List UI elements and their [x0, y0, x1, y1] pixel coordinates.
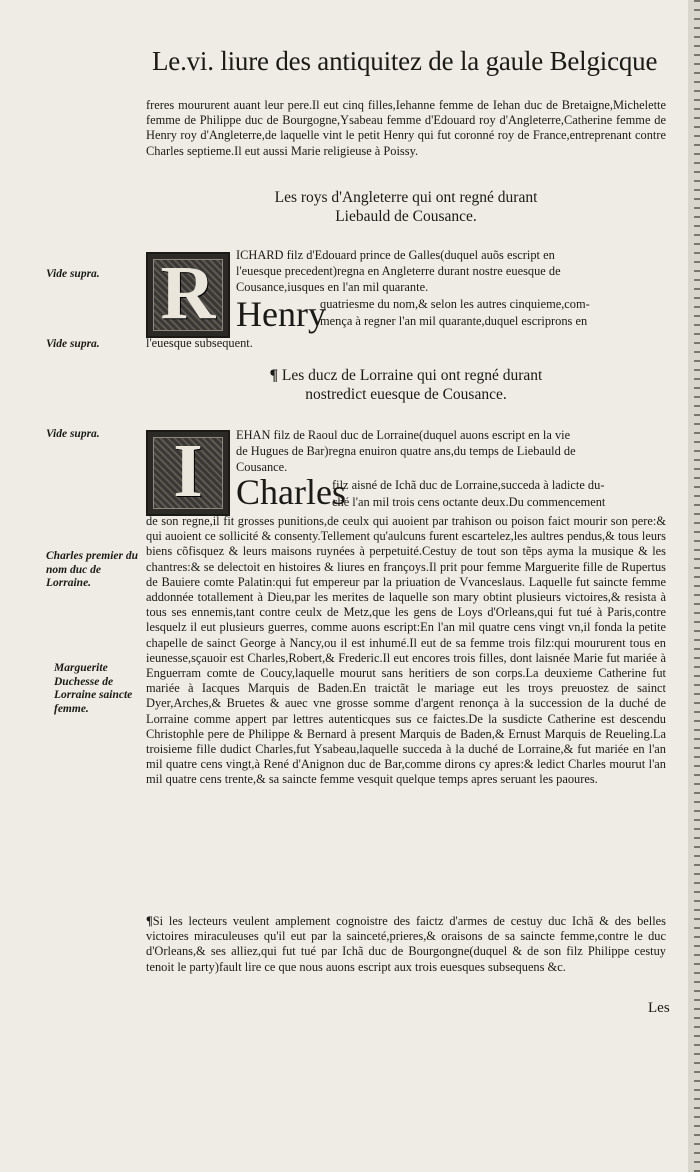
- heading-dukes-lorraine: [146, 366, 666, 404]
- richard-line-2: l'euesque precedent)regna en Angleterre durant nostre euesque de: [236, 264, 561, 278]
- catchword: Les: [648, 1000, 670, 1016]
- heading-kings-line1: Les roys d'Angleterre qui ont regné durant: [274, 189, 538, 206]
- richard-line-3: Cousance,iusques en l'an mil quarante.: [236, 280, 429, 294]
- paragraph-charles: de son regne,il fit grosses punitions,de ceulx qui auoient par trahison ou poison faict mourir son pere:& qui auoient ce sollicité & consenty.Tellement qu'aulcuns furent escartelez,les aultres pendus,& tous leurs biens cõfisquez & leurs maisons ruynées à perpetuité.Cestuy de tout son tẽps ayma la musique & les chantres:& se delectoit en histoires & liures en françoys.Il prit pour femme Marguerite fille de Rupertus de Bauiere comte Palatin:qui fut empereur par la priuation de Vvanceslaus. Laquelle fut saincte femme addonnée totallement à Dieu,par les merites de laquelle son mary obtint plusieurs victoires,& resista à tous ses ennemis,tant contre ceulx de Metz,que les gens de Loys d'Orleans,qui fut tué à Paris,contre lesquelz il eut plusieurs guerres, comme auons escript:En l'an mil quatre cens vingt vn,il fonda la petite chapelle de sainct George à Nancy,ou il est inhumé.Il eut de sa femme trois filz:qui moururent tous en ieunesse,sçauoir est Charles,Robert,& Frederic.Il eut encores trois filles, dont laisnée Marie fut mariée à Enguerram comte de Coucy,laquelle mourut sans heritiers de son corps.La deuxieme Catherine fut mariée à Iacques Marquis de Baden.En traictãt le mariage eut les troys preuostez de sainct Dyer,Arches,& Bruetes & auec vne grosse somme d'argent renonça à la succession de la duché de Lorraine comme appert par lettres autenticques sus ce faictes.De la susdicte Catherine est descendu Christophle pere de Philippe & Bernard à present Marquis de Baden,& Ernust Marquis de Reueling.La troisieme fille dudict Charles,fut Ysabeau,laquelle succeda à la duché de Lorraine,& fut mariée en l'an mil quatre cens vingt,à René d'Anignon duc de Bar,comme dirons cy apres:& ledict Charles mourut l'an mil quatre cens trente,& sa saincte femme vesquit quelque temps apres seruant les paoures.: [146, 514, 666, 787]
- decorated-initial-i: [146, 430, 230, 516]
- heading-dukes-line2: nostredict euesque de Cousance.: [305, 386, 507, 403]
- pilcrow-icon-2: ¶: [146, 914, 153, 928]
- charles-line-2: ché l'an mil trois cens octante deux.Du commencement: [332, 495, 606, 509]
- initial-letter: R: [160, 251, 216, 335]
- henry-line-1: quatriesme du nom,& selon les autres cinquieme,com-: [320, 297, 590, 311]
- iehan-line-3: Cousance.: [236, 460, 288, 474]
- margin-note-3: Vide supra.: [46, 428, 100, 440]
- paragraph-final-text: Si les lecteurs veulent amplement cognoistre des faictz d'armes de cestuy duc Ichã & des belles victoires miraculeuses qu'il eut par la sainceté,prieres,& oraisons de sa saincte femme,contre le duc d'Orleans,& ses alliez,qui fut tué par Ichã duc de Bourgongne(duquel & de son filz Philippe cestuy tenoit le party)fault lire ce que nous auons escript aux trois euesques subsequens &c.: [146, 914, 666, 974]
- margin-note-marguerite: Marguerite Duchesse de Lorraine saincte femme.: [54, 662, 133, 715]
- richard-tail: l'euesque subsequent.: [146, 336, 253, 350]
- paragraph-final: [146, 914, 666, 975]
- charles-line-1: filz aisné de Ichã duc de Lorraine,succeda à ladicte du-: [332, 478, 605, 492]
- margin-note-1: Vide supra.: [46, 268, 100, 280]
- margin-note-2: Vide supra.: [46, 338, 100, 350]
- pilcrow-icon: ¶: [269, 367, 279, 384]
- name-henry: Henry: [236, 294, 326, 334]
- heading-dukes-line1: Les ducz de Lorraine qui ont regné durant: [281, 367, 543, 384]
- binding-edge: [694, 0, 700, 1172]
- iehan-line-2: de Hugues de Bar)regna enuiron quatre ans,du temps de Liebauld de: [236, 444, 576, 458]
- initial-letter-2: I: [173, 429, 203, 513]
- name-charles: Charles: [236, 472, 346, 512]
- decorated-initial-r: [146, 252, 230, 338]
- heading-kings-line2: Liebauld de Cousance.: [335, 208, 477, 225]
- richard-line-1: ICHARD filz d'Edouard prince de Galles(duquel auõs escript en: [236, 248, 555, 262]
- margin-note-charles: Charles premier du nom duc de Lorraine.: [46, 550, 139, 589]
- henry-line-2: mença à regner l'an mil quarante,duquel escriprons en: [320, 314, 588, 328]
- running-header: Le.vi. liure des antiquitez de la gaule Belgicque: [152, 46, 658, 76]
- paragraph-top: freres moururent auant leur pere.Il eut cinq filles,Iehanne femme de Iehan duc de Bretaigne,Michelette femme de Philippe duc de Bourgogne,Ysabeau femme d'Edouard roy d'Angleterre,Catherine femme de Henry roy d'Angleterre,de laquelle vint le petit Henry qui fut coronné roy de France,entreprenant contre Charles septieme.Il eut aussi Marie religieuse à Poissy.: [146, 98, 666, 158]
- heading-kings-england: [146, 188, 666, 226]
- heading-dukes-line1-wrap: [146, 366, 666, 385]
- iehan-line-1: EHAN filz de Raoul duc de Lorraine(duquel auons escript en la vie: [236, 428, 571, 442]
